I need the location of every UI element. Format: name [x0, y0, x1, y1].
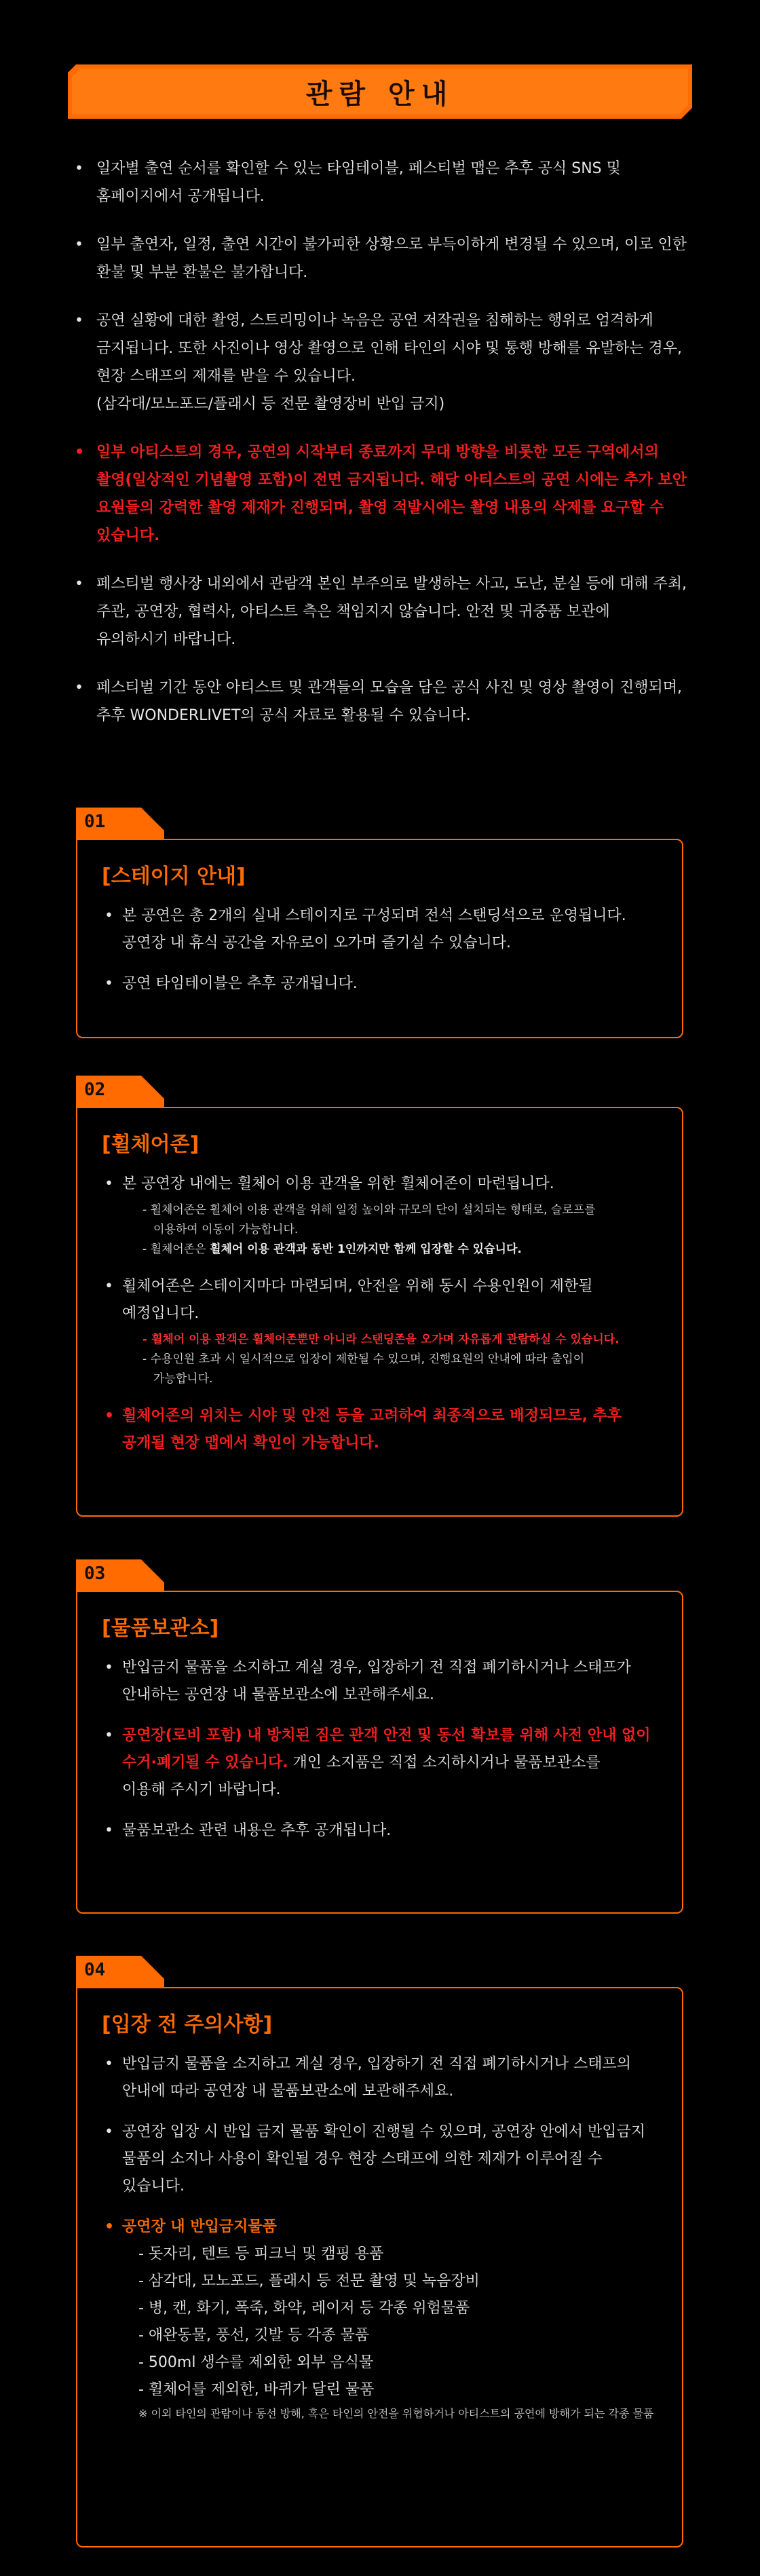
intro-item: • 페스티벌 기간 동안 아티스트 및 관객들의 모습을 담은 공식 사진 및 영상 촬영이 진행되며, 추후 WONDERLIVET의 공식 자료로 활용될 수 있습니다. — [75, 674, 706, 730]
section-entry-notice — [76, 1956, 683, 2546]
section-stage — [76, 808, 683, 1038]
prohibited-item: - 삼각대, 모노포드, 플래시 등 전문 촬영 및 녹음장비 — [138, 2273, 480, 2290]
prohibited-item: - 병, 캔, 화기, 폭죽, 화약, 레이저 등 각종 위험물품 — [138, 2300, 470, 2317]
intro-item: • 일부 출연자, 일정, 출연 시간이 불가피한 상황으로 부득이하게 변경될 수 있으며, 이로 인한 환불 및 부분 환불은 불가합니다. — [75, 231, 706, 286]
list-item: • 반입금지 물품을 소지하고 계실 경우, 입장하기 전 직접 폐기하시거나 스태프의 안내에 따라 공연장 내 물품보관소에 보관해주세요. — [104, 2051, 668, 2105]
title-banner — [68, 64, 692, 119]
section-title: [입장 전 주의사항] — [102, 2013, 273, 2037]
list-item: • 물품보관소 관련 내용은 추후 공개됩니다. — [104, 1817, 668, 1844]
prohibited-item: - 돗자리, 텐트 등 피크닉 및 캠핑 용품 — [138, 2246, 384, 2262]
list-item: • 공연장(로비 포함) 내 방치된 짐은 관객 안전 및 동선 확보를 위해 사전 안내 없이 수거·폐기될 수 있습니다. 개인 소지품은 직접 소지하시거나 물품보관소를 이용해 주시기 바랍니다. — [104, 1722, 668, 1804]
intro-item-warning: • 일부 아티스트의 경우, 공연의 시작부터 종료까지 무대 방향을 비롯한 모든 구역에서의 촬영(일상적인 기념촬영 포함)이 전면 금지됩니다. 해당 아티스트의 공연 시에는 추가 보안 요원들의 강력한 촬영 제재가 진행되며, 촬영 적발시에는 촬영 내용의 삭제를 요구할 수 있습니다. — [75, 438, 706, 550]
list-item: • 반입금지 물품을 소지하고 계실 경우, 입장하기 전 직접 폐기하시거나 스태프가 안내하는 공연장 내 물품보관소에 보관해주세요. — [104, 1654, 668, 1709]
list-item: • 공연 타임테이블은 추후 공개됩니다. — [104, 970, 668, 998]
list-item: • 본 공연장 내에는 휠체어 이용 관객을 위한 휠체어존이 마련됩니다. - 휠체어존은 휠체어 이용 관객을 위해 일정 높이와 규모의 단이 설치되는 형태로, 슬로프를 이용하여 이동이 가능합니다. - 휠체어존은 휠체어 이용 관객과 동반 1인까지만 함께 입장할 수 있습니다. — [104, 1171, 668, 1259]
intro-item: • 공연 실황에 대한 촬영, 스트리밍이나 녹음은 공연 저작권을 침해하는 행위로 엄격하게 금지됩니다. 또한 사진이나 영상 촬영으로 인해 타인의 시야 및 통행 방해를 유발하는 경우, 현장 스태프의 제재를 받을 수 있습니다. (삼각대/모노포드/플래시 등 전문 촬영장비 반입 금지) — [75, 307, 706, 418]
section-number-tab: 03 — [76, 1559, 164, 1591]
section-title: [휠체어존] — [102, 1133, 200, 1156]
section-box — [76, 839, 683, 1038]
intro-list — [75, 155, 706, 750]
list-item-prohibited: • 공연장 내 반입금지물품 - 돗자리, 텐트 등 피크닉 및 캠핑 용품 - 삼각대, 모노포드, 플래시 등 전문 촬영 및 녹음장비 - 병, 캔, 화기, 폭죽, 화약, 레이저 등 각종 위험물품 - 애완동물, 풍선, 깃발 등 각종 물품 - 500ml 생수를 제외한 외부 음식물 - 휠체어를 제외한, 바퀴가 달린 물품 ※ 이외 타인의 관람이나 동선 방해, 혹은 타인의 안전을 위협하거나 아티스트의 공연에 방해가 되는 각종 물품 — [104, 2214, 668, 2424]
sub-list: - 휠체어 이용 관객은 휠체어존뿐만 아니라 스탠딩존을 오가며 자유롭게 관람하실 수 있습니다. - 수용인원 초과 시 일시적으로 입장이 제한될 수 있으며, 진행요원의 안내에 따라 출입이 가능합니다. — [142, 1333, 620, 1386]
sub-list: - 휠체어존은 휠체어 이용 관객을 위해 일정 높이와 규모의 단이 설치되는 형태로, 슬로프를 이용하여 이동이 가능합니다. - 휠체어존은 휠체어 이용 관객과 동반 1인까지만 함께 입장할 수 있습니다. — [142, 1203, 596, 1256]
section-title: [물품보관소] — [102, 1616, 219, 1640]
section-wheelchair — [76, 1076, 683, 1517]
list-item: • 휠체어존은 스테이지마다 마련되며, 안전을 위해 동시 수용인원이 제한될 예정입니다. - 휠체어 이용 관객은 휠체어존뿐만 아니라 스탠딩존을 오가며 자유롭게 관람하실 수 있습니다. - 수용인원 초과 시 일시적으로 입장이 제한될 수 있으며, 진행요원의 안내에 따라 출입이 가능합니다. — [104, 1273, 668, 1389]
footnote: ※ 이외 타인의 관람이나 동선 방해, 혹은 타인의 안전을 위협하거나 아티스트의 공연에 방해가 되는 각종 물품 — [138, 2407, 654, 2420]
intro-item: • 페스티벌 행사장 내외에서 관람객 본인 부주의로 발생하는 사고, 도난, 분실 등에 대해 주최, 주관, 공연장, 협력사, 아티스트 측은 책임지지 않습니다. 안전 및 귀중품 보관에 유의하시기 바랍니다. — [75, 570, 706, 654]
section-title: [스테이지 안내] — [102, 865, 246, 888]
section-number-tab: 04 — [76, 1956, 164, 1987]
list-item-warning: • 휠체어존의 위치는 시야 및 안전 등을 고려하여 최종적으로 배정되므로, 추후 공개될 현장 맵에서 확인이 가능합니다. — [104, 1403, 668, 1457]
section-number-tab: 01 — [76, 808, 164, 839]
intro-item: • 일자별 출연 순서를 확인할 수 있는 타임테이블, 페스티벌 맵은 추후 공식 SNS 및 홈페이지에서 공개됩니다. — [75, 155, 706, 210]
section-number-tab: 02 — [76, 1076, 164, 1107]
list-item: • 본 공연은 총 2개의 실내 스테이지로 구성되며 전석 스탠딩석으로 운영됩니다. 공연장 내 휴식 공간을 자유로이 오가며 즐기실 수 있습니다. — [104, 903, 668, 957]
section-box — [76, 1107, 683, 1517]
list-item: • 공연장 입장 시 반입 금지 물품 확인이 진행될 수 있으며, 공연장 안에서 반입금지 물품의 소지나 사용이 확인될 경우 현장 스태프에 의한 제재가 이루어질 수 있습니다. — [104, 2119, 668, 2200]
prohibited-item: - 휠체어를 제외한, 바퀴가 달린 물품 — [138, 2381, 375, 2398]
prohibited-item: - 애완동물, 풍선, 깃발 등 각종 물품 — [138, 2327, 370, 2344]
section-box — [76, 1987, 683, 2547]
prohibited-item: - 500ml 생수를 제외한 외부 음식물 — [138, 2354, 374, 2371]
section-storage — [76, 1559, 683, 1912]
section-box — [76, 1591, 683, 1914]
page-title: 관람 안내 — [305, 78, 455, 110]
